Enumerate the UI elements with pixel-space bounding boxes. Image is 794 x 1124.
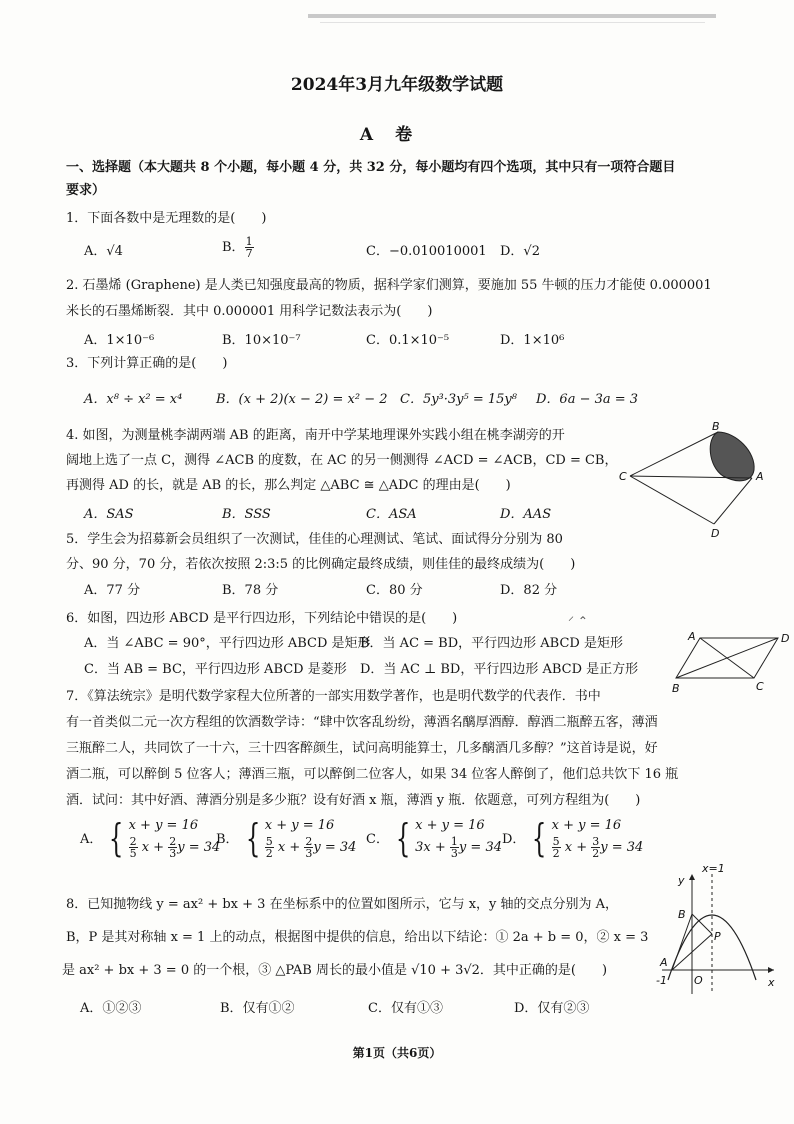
question-5-option-d: D．82 分 [500,583,558,598]
fraction-numerator: 1 [245,235,253,248]
question-3-option-d: D．6a − 3a = 3 [536,392,639,407]
diagonal-bd [676,638,778,678]
option-label: B． [216,832,239,847]
label-d: D [781,632,790,645]
segment-cb [630,432,718,476]
segment-cd [630,476,714,524]
page-footer: 第1页（共6页） [352,1046,442,1060]
equation-rows [129,816,221,859]
question-5-option-a: A．77 分 [84,583,141,598]
question-1-option-d: D．√2 [500,244,540,259]
y-axis-arrow-icon [689,874,695,880]
label-a: A [660,956,668,969]
label-o: O [694,974,703,987]
question-6-option-d: D．当 AC ⊥ BD，平行四边形 ABCD 是正方形 [360,662,639,677]
equation-1: x + y = 16 [415,818,485,833]
exam-title: 2024年3月九年级数学试题 [290,75,504,95]
question-6-option-c: C．当 AB = BC，平行四边形 ABCD 是菱形 [84,662,347,677]
question-4-option-b: B．SSS [222,507,271,522]
equation-rows [265,816,357,859]
label-b: B [712,420,720,433]
equation-2: $\frac{5}{2}$ x + $\frac{2}{3}$ y = 34 [265,835,357,860]
equation-1: x + y = 16 [264,818,335,833]
question-6-stem: 6．如图，四边形 ABCD 是平行四边形，下列结论中错误的是( ) [66,611,458,626]
equation-2: $\frac{2}{5}$ x + $\frac{2}{3}$ y = 34 [129,835,221,860]
question-5-line-2: 分、90 分，70 分，若依次按照 2:3:5 的比例确定最终成绩，则佳佳的最终成绩为( ) [66,557,576,572]
label-x: x [768,976,775,989]
question-7-line-3: 三瓶醉二人，共同饮了一十六，三十四客醉颜生，试问高明能算士，几多醨酒几多醇？”这首诗是说，好 [66,741,658,756]
question-7-line-4: 酒二瓶，可以醉倒 5 位客人；薄酒三瓶，可以醉倒二位客人，如果 34 位客人醉倒了，他们总共饮下 16 瓶 [66,767,679,782]
question-2-line-2: 米长的石墨烯断裂．其中 0.000001 用科学记数法表示为( ) [66,304,433,319]
question-7-line-2: 有一首类似二元一次方程组的饮酒数学诗：“肆中饮客乱纷纷，薄酒名醨厚酒醇．醇酒二瓶醉五客，薄酒 [66,715,658,730]
question-7-option-a [80,816,220,859]
option-label: A． [80,832,103,847]
question-3-stem: 3．下列计算正确的是( ) [66,356,228,371]
question-8-line-1: 8．已知抛物线 y = ax² + bx + 3 在坐标系中的位置如图所示，它与 x，y 轴的交点分别为 A， [66,897,619,912]
pen-mark: ⸍ ⌃ [568,614,588,628]
brace-icon: { [395,815,411,860]
question-2-option-b: B．10×10⁻⁷ [222,333,301,348]
question-8-line-2: B，P 是其对称轴 x = 1 上的动点，根据图中提供的信息，给出以下结论：① 2a + b = 0，② x = 3 [66,930,649,945]
question-7-option-b [216,816,356,859]
question-2-line-1: 2. 石墨烯 (Graphene) 是人类已知强度最高的物质，据科学家们测算，要施加 55 牛顿的压力才能使 0.000001 [66,278,712,293]
label-c: C [619,470,627,483]
question-2-option-d: D．1×10⁶ [500,333,565,348]
question-5-option-c: C．80 分 [366,583,423,598]
question-7-line-5: 酒．试问：其中好酒、薄酒分别是多少瓶？设有好酒 x 瓶，薄酒 y 瓶．依题意，可列方程组为( ) [66,793,641,808]
question-2-option-a: A．1×10⁻⁶ [84,333,155,348]
section-title: A卷 [359,125,435,145]
label-x1: x=1 [702,862,725,875]
question-4-option-c: C．ASA [366,507,417,522]
question-8-option-d: D．仅有②③ [514,1001,590,1016]
label-y: y [678,874,685,887]
question-6-option-a: A．当 ∠ABC = 90°，平行四边形 ABCD 是矩形 [84,636,371,651]
question-4-line-3: 再测得 AD 的长，就是 AB 的长，那么判定 △ABC ≅ △ADC 的理由是( ) [66,478,511,493]
q6-parallelogram-figure [672,628,794,696]
equation-rows [415,816,502,859]
label-b: B [672,682,680,695]
equation-2: 3x + $\frac{1}{3}$ y = 34 [415,835,502,860]
label-d: D [711,527,720,540]
label-minus-1: -1 [656,974,667,987]
q4-lake-figure [618,420,768,545]
equation-rows [552,816,644,859]
x-axis-arrow-icon [768,967,774,973]
question-8-option-c: C．仅有①③ [368,1001,443,1016]
question-1-stem: 1．下面各数中是无理数的是( ) [66,211,267,226]
question-8-option-b: B．仅有①② [220,1001,295,1016]
question-3-option-a: A．x⁸ ÷ x² = x⁴ [84,392,183,407]
question-4-option-d: D．AAS [500,507,552,522]
question-6-option-b: B．当 AC = BD，平行四边形 ABCD 是矩形 [360,636,623,651]
question-3-option-c: C．5y³·3y⁵ = 15y⁸ [400,392,517,407]
fraction-one-seventh [245,236,254,259]
question-7-line-1: 7．《算法统宗》是明代数学家程大位所著的一部实用数学著作，也是明代数学的代表作．书中 [66,689,601,704]
part1-heading: 一、选择题（本大题共 8 个小题，每小题 4 分，共 32 分，每小题均有四个选项，其中只有一项符合题目 [66,160,676,175]
fraction-denominator: 7 [245,247,253,260]
top-scan-line [308,14,716,18]
question-5-option-b: B．78 分 [222,583,279,598]
question-7-option-d [502,816,643,859]
option-label: D． [502,832,526,847]
question-2-option-c: C．0.1×10⁻⁵ [366,333,450,348]
question-1-option-c: C．−0.010010001 [366,244,487,259]
brace-icon: { [109,815,124,860]
top-scan-line-2 [320,22,705,23]
label-c: C [756,680,764,693]
lake-shape [710,432,754,481]
label-a: A [756,470,764,483]
label-p: P [714,930,721,943]
brace-icon: { [245,815,260,860]
question-4-line-1: 4. 如图，为测量桃李湖两端 AB 的距离，南开中学某地理课外实践小组在桃李湖旁的开 [66,428,565,443]
equation-1: x + y = 16 [551,818,622,833]
equation-1: x + y = 16 [128,818,199,833]
option-b-label: B． [222,240,245,255]
question-8-option-a: A．①②③ [80,1001,142,1016]
segment-ad [714,478,752,524]
question-7-option-c [366,816,502,859]
question-4-option-a: A．SAS [84,507,134,522]
question-8-line-3: 是 ax² + bx + 3 = 0 的一个根，③ △PAB 周长的最小值是 √10 + 3√2．其中正确的是( ) [62,963,608,978]
label-a: A [688,630,696,643]
equation-2: $\frac{5}{2}$ x + $\frac{3}{2}$ y = 34 [552,835,644,860]
question-4-line-2: 阔地上选了一点 C，测得 ∠ACB 的度数，在 AC 的另一侧测得 ∠ACD = ∠ACB，CD = CB， [66,453,618,468]
question-1-option-a: A．√4 [84,244,123,259]
brace-icon: { [532,815,547,860]
question-1-option-b [222,236,254,259]
question-5-line-1: 5．学生会为招募新会员组织了一次测试，佳佳的心理测试、笔试、面试得分分别为 80 [66,532,563,547]
q8-parabola-figure [650,862,780,1002]
label-b: B [678,908,686,921]
option-label: C． [366,832,389,847]
question-3-option-b: B．(x + 2)(x − 2) = x² − 2 [216,392,388,407]
part1-heading-cont: 要求） [66,183,106,198]
